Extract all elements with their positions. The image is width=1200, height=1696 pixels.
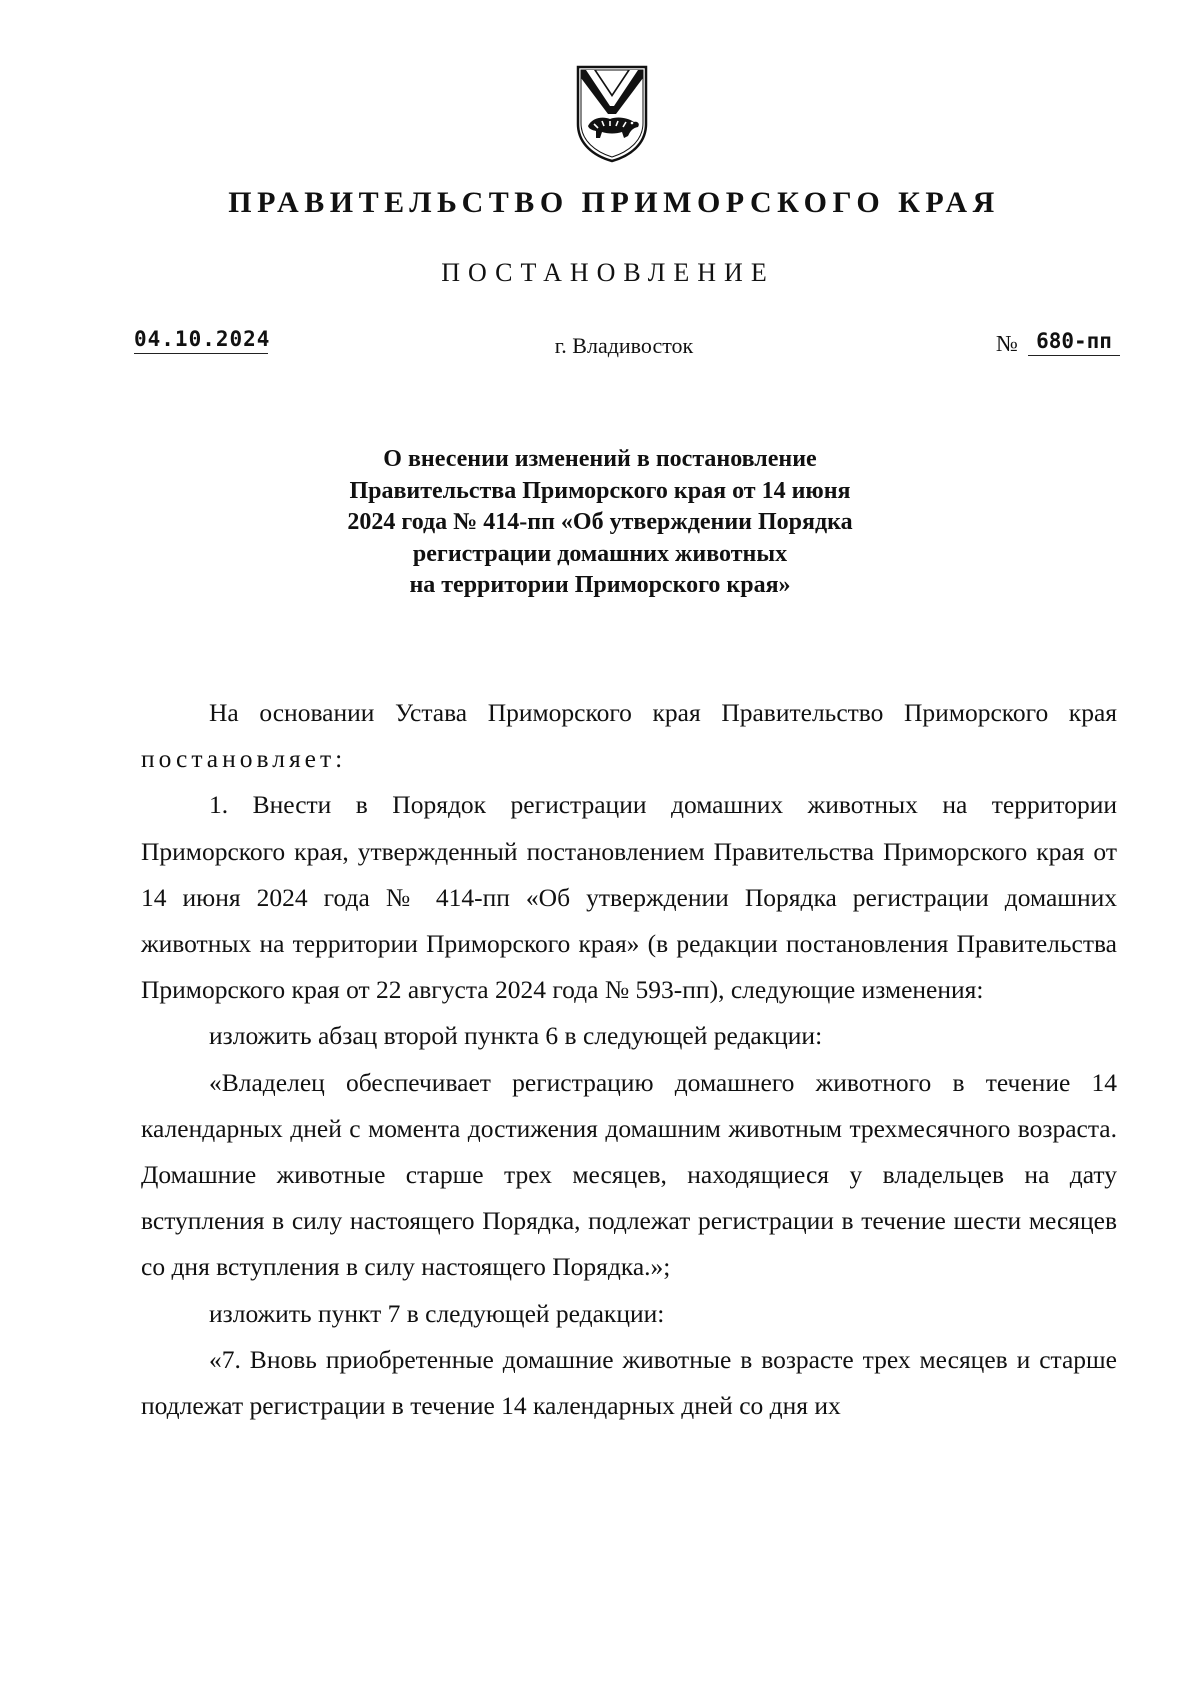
subject-line: 2024 года № 414-пп «Об утверждении Порядка	[347, 509, 853, 535]
body-paragraph-2: изложить абзац второй пункта 6 в следующей редакции:	[209, 1021, 823, 1051]
subject-line: О внесении изменений в постановление	[383, 446, 817, 472]
body-paragraph-4: изложить пункт 7 в следующей редакции:	[209, 1298, 665, 1328]
body-paragraph-3: «Владелец обеспечивает регистрацию домашнего животного в течение 14 календарных дней с момента достижения домашним животным трехмесячного возраста. Домашние животные старше трех месяцев, находящиеся у владельцев на дату вступления в силу настоящего Порядка, подлежат регистрации в течение шести месяцев со дня вступления в силу настоящего Порядка.»;	[141, 1067, 1117, 1282]
document-city: г. Владивосток	[554, 333, 694, 358]
government-title: ПРАВИТЕЛЬСТВО ПРИМОРСКОГО КРАЯ	[228, 186, 1000, 219]
body-paragraph-5: «7. Вновь приобретенные домашние животные в возрасте трех месяцев и старше подлежат регистрации в течение 14 календарных дней со дня их	[141, 1344, 1117, 1421]
subject-line: на территории Приморского края»	[409, 572, 791, 598]
resolves-word: постановляет:	[141, 744, 347, 774]
subject-line: Правительства Приморского края от 14 июня	[349, 477, 851, 504]
subject-line: регистрации домашних животных	[412, 540, 788, 567]
body-paragraph-1: 1. Внести в Порядок регистрации домашних животных на территории Приморского края, утвержденный постановлением Правительства Приморского края от 14 июня 2024 года № 414-пп «Об утверждении Порядка регистрации домашних животных на территории Приморского края» (в редакции постановления Правительства Приморского края от 22 августа 2024 года № 593-пп), следующие изменения:	[141, 790, 1117, 1005]
document-number-label: №	[996, 331, 1018, 356]
document-date: 04.10.2024	[134, 327, 268, 354]
document-number: 680-пп	[1028, 329, 1120, 356]
document-subject	[0, 444, 1200, 602]
coat-of-arms-icon	[574, 64, 650, 164]
preamble-text: На основании Устава Приморского края Правительство Приморского края	[209, 698, 1117, 727]
document-type: ПОСТАНОВЛЕНИЕ	[441, 258, 775, 287]
preamble-paragraph	[141, 690, 1117, 782]
document-body	[141, 690, 1117, 1429]
